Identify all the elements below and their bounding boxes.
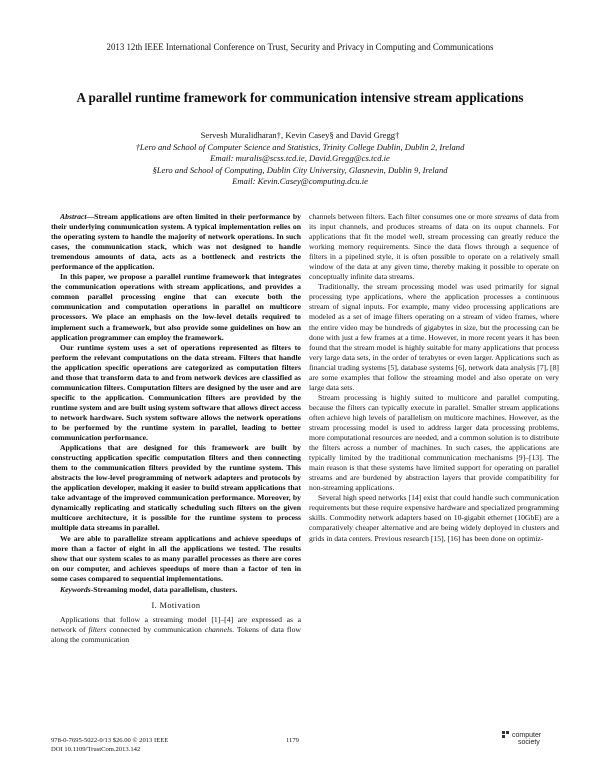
conference-header: 2013 12th IEEE International Conference on Trust, Security and Privacy in Computing and Communications <box>106 42 494 52</box>
left-column <box>51 212 301 645</box>
computer-society-logo-icon <box>502 731 510 739</box>
abstract-paragraph-4: Applications that are designed for this framework are built by constructing application specific computation filters and then connecting them to the communication filters provided by the runtime system. This abstracts the low-level programming of network adapters and protocols by the application developer, making it easier to build stream applications that take advantage of the improved communication performance. Moreover, by dynamically replicating and statically scheduling such filters on the given multicore architecture, it is possible for the runtime system to process multiple data streams in parallel. <box>51 443 301 533</box>
keywords: Keywords-Streaming model, data parallelism, clusters. <box>60 584 238 594</box>
affiliation-2: §Lero and School of Computing, Dublin City University, Glasnevin, Dublin 9, Ireland <box>152 164 448 175</box>
isbn-line: 978-0-7695-5022-0/13 $26.00 © 2013 IEEE <box>51 737 169 744</box>
abstract-label: Abstract <box>60 212 87 221</box>
abstract-paragraph-2: In this paper, we propose a parallel runtime framework that integrates the communication operations with stream applications, and provides a common parallel processing engine that can execute both the communication and computation operations in parallel on multicore processors. We place an emphasis on the low-level details required to implement such a framework, but also provide some guidelines on how an application programmer can employ the framework. <box>51 272 301 342</box>
right-column <box>309 212 559 544</box>
author-block <box>0 130 600 188</box>
body-paragraph-3: Stream processing is highly suited to multicore and parallel computing, because the filters can typically execute in parallel. Smaller stream applications often achieve high levels of parallelism on multicore machines. However, as the stream processing model is used to address larger data processing problems, more computational resources are needed, and a common solution is to distribute the filters across a number of machines. In such cases, the applications are typically limited by the traditional communication mechanisms [9]–[13]. The main reason is that these systems have limited support for operating on parallel streams and are burdened by abstraction layers that provide compatibility for non-streaming applications. <box>309 392 559 493</box>
logo-text: computer society <box>512 732 542 746</box>
body-paragraph-4: Several high speed networks [14] exist that could handle such communication requirements but these require expensive hardware and specialized programming skills. Commodity network adapters based on 10-gigabit ethernet (10GbE) are a comparatively cheaper alternative and are being widely deployed in clusters and grids in data centers. Previous research [15], [16] has been done on optimiz- <box>309 493 559 543</box>
email-1: Email: muralis@scss.tcd.ie, David.Gregg@cs.tcd.ie <box>210 153 390 164</box>
ieee-computer-society-logo <box>500 728 552 754</box>
body-paragraph-2: Traditionally, the stream processing model was used primarily for signal processing type applications, where the application processes a continuous stream of signal inputs. For example, many video processing applications are modeled as a set of image filters operating on a stream of video frames, where the entire video may be hundreds of gigabytes in size, but the processing can be done with just a few frames at a time. However, in more recent years it has been found that the stream model is highly suitable for many applications that process very large data sets, in the order of terabytes or even larger. Applications such as financial trading systems [5], database systems [6], network data analysis [7], [8] are some examples that follow the streaming model and also operate on very large data sets. <box>309 282 559 392</box>
section-heading-motivation: I. Motivation <box>151 600 201 610</box>
abstract-paragraph-3: Our runtime system uses a set of operations represented as filters to perform the relevant computations on the data stream. Filters that handle the application specific operations are categorized as computation filters and those that transform data to and from network devices are classified as communication filters. Computation filters are designed by the user and are specific to the application. Communication filters are provided by the runtime system and are built using system software that allows direct access to network hardware. Such system software allows the network operations to be performed by the runtime system in parallel, leading to better communication performance. <box>51 342 301 443</box>
body-paragraph-1: channels between filters. Each filter consumes one or more streams of data from its input channels, and produces streams of data on its ouput channels. For applications that fit the model well, stream processing can greatly reduce the working memory requirements. Since the data flows through a sequence of filters in a pipelined style, it is often possible to operate on a relatively small window of the data at any given time, thereby making it possible to operate on conceptually infinite data streams. <box>309 212 560 282</box>
doi-line: DOI 10.1109/TrustCom.2013.142 <box>51 746 141 753</box>
paper-title: A parallel runtime framework for communication intensive stream applications <box>76 90 524 105</box>
email-2: Email: Kevin.Casey@computing.dcu.ie <box>232 176 368 187</box>
page-number: 1179 <box>286 737 299 744</box>
author-names: Servesh Muralidharan†, Kevin Casey§ and David Gregg† <box>200 130 400 140</box>
keywords-label: Keywords <box>60 584 91 594</box>
motivation-paragraph-1: Applications that follow a streaming model [1]–[4] are expressed as a network of filters connected by communication channels. Tokens of data flow along the communication <box>51 614 301 644</box>
footer-identifiers <box>51 736 168 754</box>
affiliation-1: †Lero and School of Computer Science and Statistics, Trinity College Dublin, Dublin 2, Ireland <box>135 141 465 152</box>
abstract-paragraph-1: Abstract—Stream applications are often limited in their performance by their underlying communication system. A typical implementation relies on the operating system to handle the majority of network operations. In such cases, the communication stack, which was not designed to handle tremendous amounts of data, acts as a bottleneck and restricts the performance of the application. <box>51 212 301 272</box>
abstract-paragraph-5: We are able to parallelize stream applications and achieve speedups of more than a factor of eight in all the applications we tested. The results show that our system scales to as many parallel processes as there are cores on our computer, and achieves speedups of more than a factor of ten in some cases compared to sequential implementations. <box>51 533 301 583</box>
